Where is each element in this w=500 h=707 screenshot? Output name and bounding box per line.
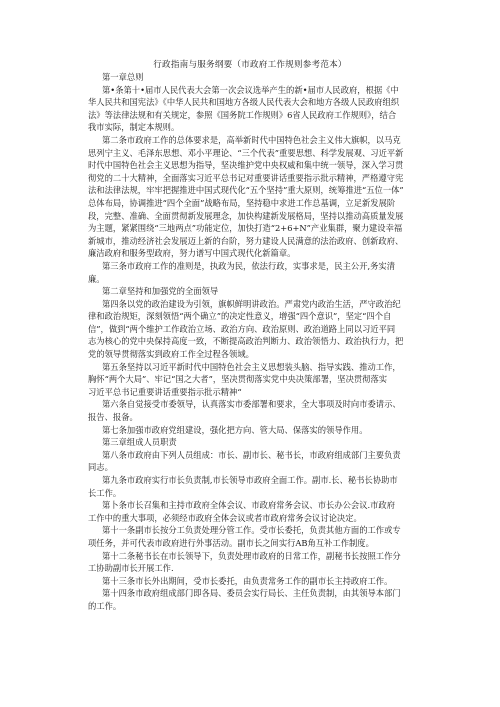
text-line: 项任务，并可代表市政府进行外事活动。副市长之间实行AB角互补工作制度。 <box>88 537 374 548</box>
text-line: 第三条市政府工作的准则是，执政为民，依法行政，实事求是，民主公开,务实清 <box>102 260 396 271</box>
chapter-heading: 第一章总则 <box>102 72 144 82</box>
text-line: 法》等法律法规和有关规定，参照《国务院工作规则》6省人民政府工作规则》，结合 <box>88 109 397 120</box>
text-line: 第十三条市长外出期间，受市长委托，由负责常务工作的副市长主持政府工作。 <box>102 575 393 586</box>
text-line: 第•条第十•届市人民代表大会第一次会议选举产生的新•届市人民政府，根据《中 <box>102 84 399 95</box>
text-line: 工作中的重大事项，必须经市政府全体会议或者市政府常务会议讨论决定。 <box>88 512 362 523</box>
text-line: 长工作。 <box>88 487 122 498</box>
text-line: 我市实际，制定本规则。 <box>88 122 180 133</box>
text-line: 第九条市政府实行市长负责制,市长领导市政府全面工作。副市.长、秘书长协助市 <box>102 475 398 485</box>
text-line: 第卜条市长召集和主持市政府全体会议、市政府常务会议、市长办公会议.市政府 <box>102 500 396 511</box>
document-body <box>88 71 416 613</box>
document-title: 行政指南与服务纲要（市政府工作规则参考范本） <box>153 60 347 70</box>
text-line: 华人民共和国宪法》《中华人民共和国地方各级人民代表大会和地方各级人民政府组织 <box>88 97 400 108</box>
text-line: 法和法律法规，牢牢把握推进中国式现代化“五个坚持”重大原则，统筹推进“五位一体” <box>88 185 404 196</box>
text-line: 习近平总书记重要讲话重要指示批示精神“ <box>88 386 242 397</box>
text-line: 第十四条市政府组成部门即各局、委员会实行局长、主任负责制，由其领导本部门 <box>102 588 401 599</box>
text-line: 第六条自觉接受市委领导，认真落实市委部署和要求，全大事项及时向市委请示、 <box>102 399 401 410</box>
text-line: 的工作。 <box>88 600 122 611</box>
text-line: 廉洁政府和服务型政府，努力谱写中国式现代化新篇章。 <box>88 248 296 259</box>
text-line: 彻党的二十大精神，全面落实习近平总书记对重要讲话重要指示批示精神，严格遵守宪 <box>88 172 404 183</box>
text-line: 同志。 <box>88 462 113 473</box>
text-line: 新城市，推动经济社会发展迈上新的台阶，努力建设人民满意的法治政府、创新政府、 <box>88 235 404 246</box>
text-line: 为主题，紧紧围绕“三地两点”功能定位，加快打造“2+6+N”产业集群，聚力建设幸福 <box>88 223 403 234</box>
text-line: 第四条以党的政治建设为引领，旗帜鲜明讲政治。严肃党内政治生活，严守政治纪 <box>102 298 401 309</box>
text-line: 胸怀“两个大局”、牢记“国之大者”，坚决贯彻落实党中央决策部署，坚决贯彻落实 <box>88 374 388 385</box>
chapter-heading: 第二章坚持和加强党的全面领导 <box>102 286 219 297</box>
text-line: 第五条坚持以习近平新时代中国特色社会主义思想装头脑、指导实践、推动工作， <box>102 361 401 372</box>
text-line: 第二条市政府工作的总体要求是，高举新时代中国特色社会主义伟大旗帜，以马克 <box>102 134 401 145</box>
text-line: 工协助副市长开展工作. <box>88 563 174 574</box>
chapter-heading: 第三章组成人员职责 <box>102 437 177 448</box>
text-line: 党的领导贯彻落实到政府工作全过程各领域。 <box>88 349 254 360</box>
text-line: 律和政治规矩，深刻领悟“两个确立”的决定性意义，增强“四个意识”，坚定“四个自 <box>88 311 392 322</box>
text-line: 总体布局，协调推进“四个全面”战略布局，坚持稳中求进工作总基调，立足新发展阶 <box>88 197 396 208</box>
text-line: 第七条加强市政府党组建设，强化把方向、管大局、保落实的领导作用。 <box>102 424 368 435</box>
text-line: 报告、报备。 <box>88 412 138 423</box>
text-line: 第八条市政府由下列人员组成：市长、副市长、秘书长，市政府组成部门主要负责 <box>102 449 401 460</box>
text-line: 信”，做到“两个维护工作政治立场、政治方向、政治原则、政治道路上同以习近平同 <box>88 323 396 334</box>
text-line: 志为核心的党中央保持高度一致，不断提高政治判断力、政治领悟力、政治执行力，把 <box>88 336 404 347</box>
text-line: 第十二条秘书长在市长领导下，负责处理市政府的日常工作，副秘书长按照工作分 <box>102 550 401 561</box>
text-line: 第十一条副市长按分工负责处理分管工作。受市长委托，负责其他方面的工作或专 <box>102 525 401 536</box>
text-line: 廉。 <box>88 273 105 284</box>
text-line: 思列宁主义、毛泽东思想、邓小平理论、“三个代表”重要思想、科学发展观、习近平新 <box>88 147 404 158</box>
text-line: 时代中国特色社会主义思想为指导，坚决维护党中央权威和集中统一领导，深入学习贯 <box>88 160 404 171</box>
text-line: 段，完整、准确、全面贯彻新发展理念，加快构建新发展格局，坚持以推动高质量发展 <box>88 210 404 221</box>
